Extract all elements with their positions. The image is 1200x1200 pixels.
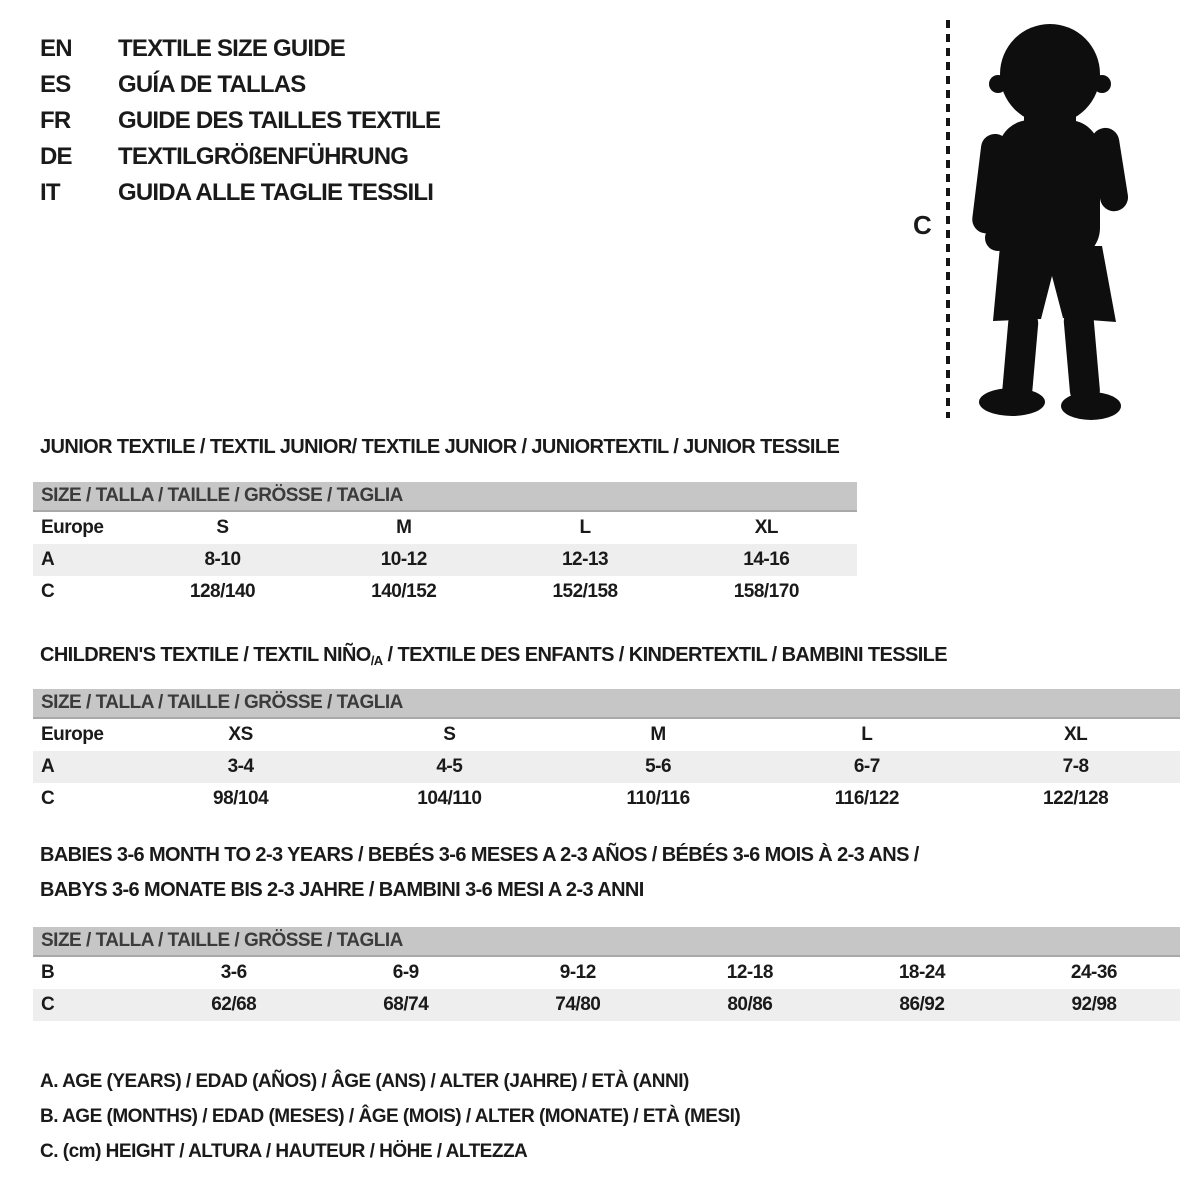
junior-size-table: [33, 482, 857, 608]
value-cell: 104/110: [417, 788, 482, 809]
children-title-subscript: /A: [370, 653, 383, 668]
size-cell: L: [861, 724, 873, 745]
lang-title: TEXTILGRÖßENFÜHRUNG: [118, 143, 409, 170]
value-cell: 12-13: [561, 549, 609, 570]
value-cell: 140/152: [371, 581, 437, 602]
value-cell: 128/140: [189, 581, 256, 602]
value-cell: 7-8: [1062, 756, 1089, 777]
value-cell: 9-12: [559, 962, 596, 983]
value-cell: 8-10: [204, 549, 241, 570]
value-cell: 6-7: [853, 756, 880, 777]
legend-line-a: A. AGE (YEARS) / EDAD (AÑOS) / ÂGE (ANS) / ALTER (JAHRE) / ETÀ (ANNI): [40, 1071, 689, 1092]
junior-section-title: JUNIOR TEXTILE / TEXTIL JUNIOR/ TEXTILE JUNIOR / JUNIORTEXTIL / JUNIOR TESSILE: [40, 436, 840, 458]
lang-title: TEXTILE SIZE GUIDE: [118, 35, 345, 62]
value-cell: 80/86: [727, 994, 773, 1015]
babies-section-title: [40, 838, 919, 908]
size-cell: S: [216, 517, 229, 538]
value-cell: 74/80: [555, 994, 601, 1015]
babies-size-table: [33, 927, 1180, 1021]
children-section-title: [40, 644, 947, 667]
size-cell: M: [396, 517, 412, 538]
babies-title-line2: BABYS 3-6 MONATE BIS 2-3 JAHRE / BAMBINI 3-6 MESI A 2-3 ANNI: [40, 879, 644, 901]
value-cell: 158/170: [733, 581, 799, 602]
size-cell: S: [443, 724, 456, 745]
size-header-bar: SIZE / TALLA / TAILLE / GRÖSSE / TAGLIA: [33, 927, 1180, 957]
value-cell: 3-6: [220, 962, 247, 983]
value-cell: 5-6: [645, 756, 672, 777]
size-header-bar: SIZE / TALLA / TAILLE / GRÖSSE / TAGLIA: [33, 689, 1180, 719]
lang-row-fr: [40, 103, 440, 139]
size-header-bar: SIZE / TALLA / TAILLE / GRÖSSE / TAGLIA: [33, 482, 857, 512]
lang-row-es: [40, 67, 440, 103]
table-row: [33, 512, 857, 544]
row-label-cell: B: [41, 962, 55, 983]
value-cell: 4-5: [436, 756, 463, 777]
children-title-pre: CHILDREN'S TEXTILE / TEXTIL NIÑO: [40, 644, 371, 666]
lang-code: ES: [40, 71, 71, 98]
toddler-silhouette-icon: [962, 22, 1142, 422]
lang-code: FR: [40, 107, 71, 134]
lang-title: GUIDE DES TAILLES TEXTILE: [118, 107, 441, 134]
children-size-table: [33, 689, 1180, 815]
value-cell: 152/158: [552, 581, 618, 602]
value-cell: 6-9: [392, 962, 419, 983]
lang-row-de: [40, 139, 440, 175]
row-label-cell: Europe: [41, 517, 104, 538]
value-cell: 18-24: [898, 962, 945, 983]
lang-row-it: [40, 175, 440, 211]
table-row: [33, 751, 1180, 783]
size-cell: XL: [1063, 724, 1088, 745]
value-cell: 110/116: [626, 788, 690, 809]
lang-code: DE: [40, 143, 72, 170]
row-label-cell: Europe: [41, 724, 104, 745]
size-cell: L: [579, 517, 591, 538]
table-row: [33, 719, 1180, 751]
language-title-list: [40, 31, 440, 211]
value-cell: 3-4: [227, 756, 254, 777]
babies-table: [33, 957, 1180, 1021]
row-label-cell: C: [41, 581, 55, 602]
value-cell: 62/68: [211, 994, 257, 1015]
value-cell: 86/92: [899, 994, 945, 1015]
row-label-cell: C: [41, 994, 55, 1015]
legend-line-c: C. (cm) HEIGHT / ALTURA / HAUTEUR / HÖHE / ALTEZZA: [40, 1141, 528, 1162]
table-row: [33, 957, 1180, 989]
row-label-cell: C: [41, 788, 55, 809]
lang-title: GUÍA DE TALLAS: [118, 71, 306, 98]
value-cell: 12-18: [726, 962, 773, 983]
table-row: [33, 544, 857, 576]
babies-title-line1: BABIES 3-6 MONTH TO 2-3 YEARS / BEBÉS 3-6 MESES A 2-3 AÑOS / BÉBÉS 3-6 MOIS À 2-3 ANS /: [40, 844, 919, 866]
lang-title: GUIDA ALLE TAGLIE TESSILI: [118, 179, 434, 206]
value-cell: 24-36: [1070, 962, 1118, 983]
height-measure-dashed-line: [946, 20, 950, 418]
value-cell: 14-16: [743, 549, 790, 570]
row-label-cell: A: [41, 756, 55, 777]
children-table: [33, 719, 1180, 815]
size-cell: XL: [754, 517, 778, 538]
table-row: [33, 783, 1180, 815]
value-cell: 116/122: [834, 788, 899, 809]
value-cell: 92/98: [1071, 994, 1117, 1015]
lang-row-en: [40, 31, 440, 67]
value-cell: 10-12: [380, 549, 427, 570]
size-cell: M: [650, 724, 666, 745]
table-row: [33, 989, 1180, 1021]
value-cell: 98/104: [213, 788, 269, 809]
value-cell: 68/74: [383, 994, 429, 1015]
measure-legend: [40, 1071, 740, 1176]
lang-code: IT: [40, 179, 60, 206]
legend-line-b: B. AGE (MONTHS) / EDAD (MESES) / ÂGE (MOIS) / ALTER (MONATE) / ETÀ (MESI): [40, 1106, 741, 1127]
table-row: [33, 576, 857, 608]
height-measure-label: C: [913, 210, 932, 240]
value-cell: 122/128: [1043, 788, 1109, 809]
size-cell: XS: [228, 724, 253, 745]
junior-table: [33, 512, 857, 608]
row-label-cell: A: [41, 549, 55, 570]
lang-code: EN: [40, 35, 72, 62]
children-title-post: / TEXTILE DES ENFANTS / KINDERTEXTIL / BAMBINI TESSILE: [382, 644, 948, 666]
